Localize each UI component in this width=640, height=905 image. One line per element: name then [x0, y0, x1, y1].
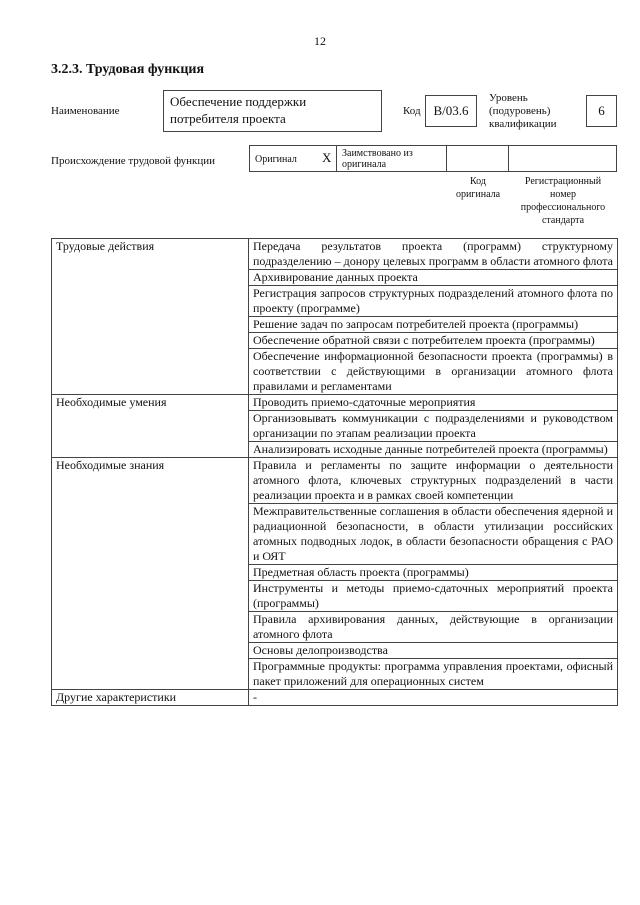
level-label: Уровень (подуровень) квалификации: [489, 92, 557, 130]
row-item-text: Межправительственные соглашения в области обеспечения ядерной и радиационной безопасности, в области утилизации российских атомных подводных лодок, в области безопасности обращения с РАО и ОЯТ: [249, 504, 618, 565]
row-item-text: Архивирование данных проекта: [249, 270, 618, 286]
labor-function-table: [51, 238, 618, 706]
row-item-text: Предметная область проекта (программы): [249, 565, 618, 581]
page-number: 12: [314, 34, 326, 48]
original-mark: X: [322, 150, 332, 165]
reg-number-caption: Регистрационный номер профессионального стандарта: [520, 176, 606, 226]
row-item-text: Обеспечение информационной безопасности проекта (программы) в соответствии с действующими в организации атомного флота правилами и регламентами: [249, 349, 618, 395]
row-item-text: Передача результатов проекта (программ) структурному подразделению – донору целевых программ в области атомного флота: [249, 239, 618, 270]
table-row: [52, 395, 618, 411]
row-item-text: Основы делопроизводства: [249, 643, 618, 659]
row-item-text: Правила и регламенты по защите информации о деятельности атомного флота, ключевых структурных подразделений в части реализации проекта и в рамках своей компетенции: [249, 458, 618, 504]
table-row: [52, 239, 618, 270]
row-category-label: Другие характеристики: [52, 690, 249, 706]
row-item-text: Решение задач по запросам потребителей проекта (программы): [249, 317, 618, 333]
row-item-text: Инструменты и методы приемо-сдаточных мероприятий проекта (программы): [249, 581, 618, 612]
row-category-label: Трудовые действия: [52, 239, 249, 395]
row-item-text: Обеспечение обратной связи с потребителем проекта (программы): [249, 333, 618, 349]
row-item-text: Правила архивирования данных, действующие в организации атомного флота: [249, 612, 618, 643]
table-row: [52, 690, 618, 706]
table-row: [52, 458, 618, 504]
row-item-text: Программные продукты: программа управления проектами, офисный пакет приложений для операционных систем: [249, 659, 618, 690]
row-item-text: -: [249, 690, 618, 706]
row-category-label: Необходимые знания: [52, 458, 249, 690]
name-label: Наименование: [51, 105, 120, 117]
row-item-text: Проводить приемо-сдаточные мероприятия: [249, 395, 618, 411]
row-item-text: Анализировать исходные данные потребителей проекта (программы): [249, 442, 618, 458]
section-title: 3.2.3. Трудовая функция: [51, 62, 205, 77]
row-category-label: Необходимые умения: [52, 395, 249, 458]
level-box: 6: [586, 95, 617, 127]
code-label: Код: [403, 105, 421, 117]
original-label: Оригинал: [255, 154, 297, 165]
code-original-caption: Код оригинала: [455, 176, 501, 200]
borrowed-label: Заимствовано из оригинала: [342, 148, 413, 170]
row-item-text: Регистрация запросов структурных подразделений атомного флота по проекту (программе): [249, 286, 618, 317]
function-name-box: Обеспечение поддержки потребителя проекта: [163, 90, 382, 132]
row-item-text: Организовывать коммуникации с подразделениями и руководством организации по этапам реализации проекта: [249, 411, 618, 442]
code-box: B/03.6: [425, 95, 477, 127]
origin-table: [249, 145, 617, 172]
origin-label: Происхождение трудовой функции: [51, 155, 216, 167]
